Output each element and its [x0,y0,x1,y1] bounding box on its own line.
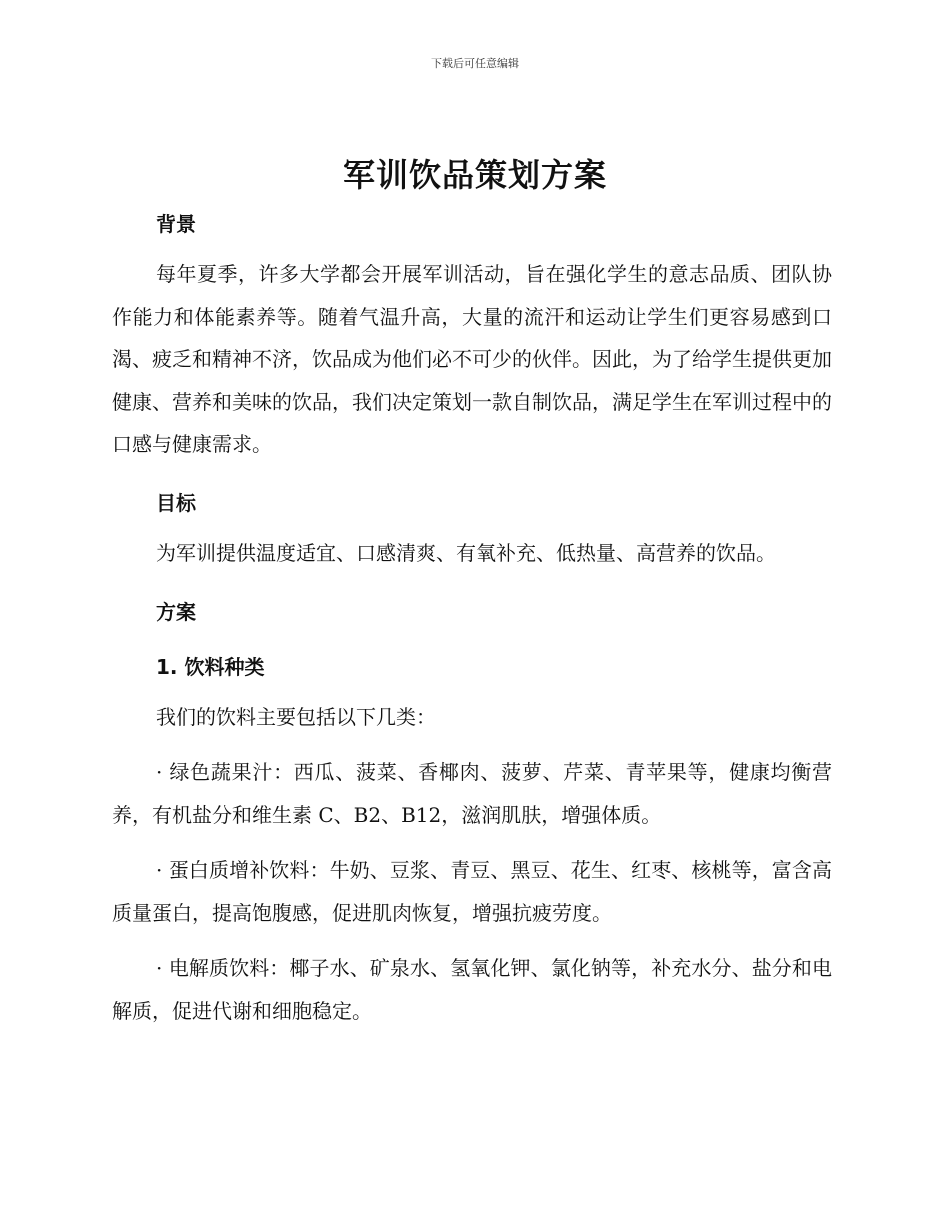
section-heading-background: 背景 [156,212,196,236]
list-item: · 蛋白质增补饮料：牛奶、豆浆、青豆、黑豆、花生、红枣、核桃等，富含高质量蛋白，提高饱腹感，促进肌肉恢复，增强抗疲劳度。 [112,858,832,925]
subheading-drink-types: 1. 饮料种类 [156,655,265,679]
plan-intro: 我们的饮料主要包括以下几类： [156,705,436,729]
section-heading-plan: 方案 [156,600,196,624]
document-title: 军训饮品策划方案 [342,156,607,194]
list-item: · 电解质饮料：椰子水、矿泉水、氢氧化钾、氯化钠等，补充水分、盐分和电解质，促进代谢和细胞稳定。 [112,956,832,1023]
list-item: · 绿色蔬果汁：西瓜、菠菜、香椰肉、菠萝、芹菜、青苹果等，健康均衡营养，有机盐分和维生素 C、B2、B12，滋润肌肤，增强体质。 [112,760,832,827]
goal-paragraph: 为军训提供温度适宜、口感清爽、有氧补充、低热量、高营养的饮品。 [156,541,776,565]
background-paragraph: 每年夏季，许多大学都会开展军训活动，旨在强化学生的意志品质、团队协作能力和体能素养等。随着气温升高，大量的流汗和运动让学生们更容易感到口渴、疲乏和精神不济，饮品成为他们必不可少的伙伴。因此，为了给学生提供更加健康、营养和美味的饮品，我们决定策划一款自制饮品，满足学生在军训过程中的口感与健康需求。 [112,262,832,456]
section-heading-goal: 目标 [156,491,196,515]
header-note: 下载后可任意编辑 [431,57,519,70]
